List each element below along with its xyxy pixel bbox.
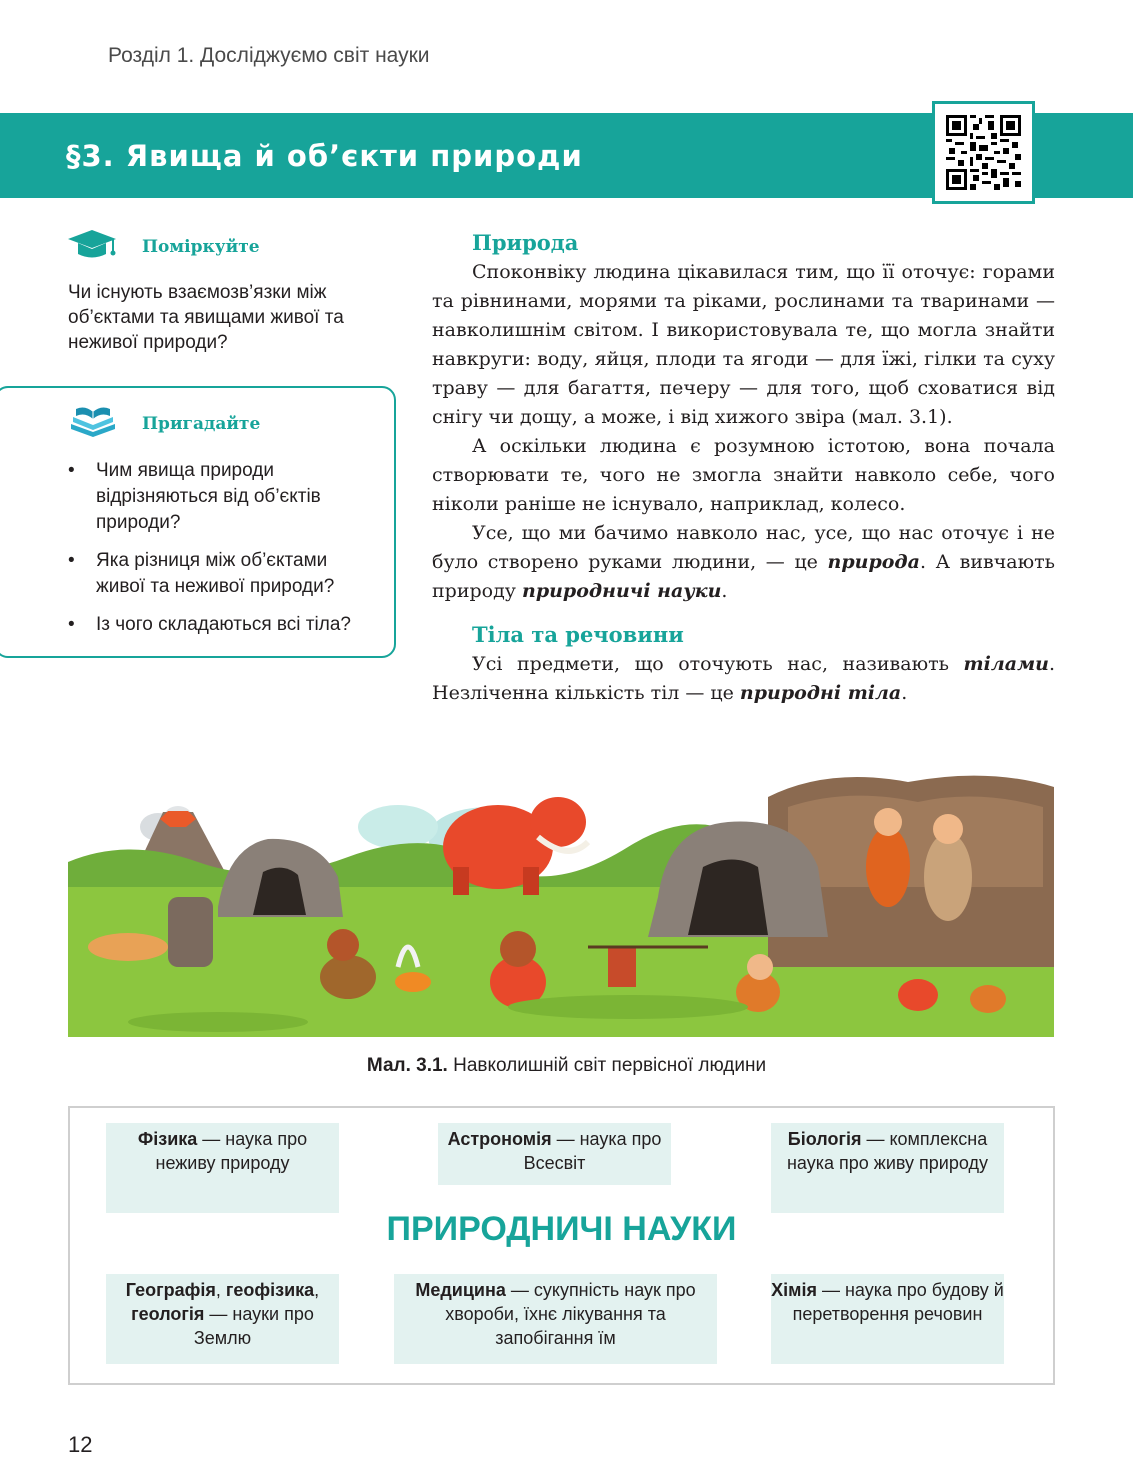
recall-list bbox=[68, 458, 378, 650]
recall-title: Пригадайте bbox=[142, 414, 261, 434]
list-item: • Із чого складаються всі тіла? bbox=[68, 612, 378, 638]
term-natural-bodies: природні тіла bbox=[739, 682, 902, 704]
term-nature: природа bbox=[827, 551, 920, 573]
heading-nature: Природа bbox=[472, 230, 579, 255]
box-geosciences: Географія, геофізика, геологія — науки про Землю bbox=[106, 1274, 339, 1364]
graduation-cap-icon bbox=[66, 228, 118, 266]
paragraph: А оскільки людина є розумною істотою, вона почала створювати те, чого не змогла знайти навколо себе, чого ніколи раніше не існувало, наприклад, колесо. bbox=[432, 435, 1055, 515]
books-icon bbox=[68, 404, 118, 444]
page-number: 12 bbox=[68, 1432, 93, 1457]
caption-label: Мал. 3.1. bbox=[366, 1055, 448, 1076]
box-biology: Біологія — комплексна наука про живу природу bbox=[771, 1123, 1004, 1213]
box-physics: Фізика — наука про неживу природу bbox=[106, 1123, 339, 1213]
qr-code-icon[interactable] bbox=[932, 101, 1035, 204]
term-bodies: тілами bbox=[963, 653, 1049, 675]
box-medicine: Медицина — сукупність наук про хвороби, їхнє лікування та запобігання їм bbox=[394, 1274, 717, 1364]
figure-caption: Мал. 3.1. Навколишній світ первісної людини bbox=[366, 1055, 767, 1076]
think-heading bbox=[66, 228, 260, 266]
section-title: §3. Явища й об’єкти природи bbox=[66, 139, 583, 173]
paragraph: Усі предмети, що оточують нас, називають тілами. Незліченна кількість тіл — це природні тіла. bbox=[432, 653, 1055, 704]
list-item: • Яка різниця між об’єктами живої та неживої природи? bbox=[68, 548, 378, 600]
term-natural-sciences: природничі науки bbox=[522, 580, 722, 602]
paragraph: Споконвіку людина цікавилася тим, що її оточує: горами та рівнинами, морями та ріками, рослинами та тваринами — навколишнім світом. І використовувала те, що могла знайти навкруги: воду, яйця, плоди та ягоди — для їжі, гілки та суху траву — для багаття, печеру — для того, щоб сховатися від снігу чи дощу, а може, і від хижого звіра (мал. 3.1). bbox=[432, 261, 1055, 428]
main-text bbox=[432, 228, 1055, 708]
list-item: • Чим явища природи відрізняються від об’єктів природи? bbox=[68, 458, 378, 536]
natural-sciences-title: ПРИРОДНИЧІ НАУКИ bbox=[386, 1210, 737, 1248]
think-title: Поміркуйте bbox=[142, 237, 260, 257]
prehistoric-scene-illustration bbox=[68, 767, 1054, 1037]
recall-heading bbox=[68, 404, 260, 444]
box-astronomy: Астрономія — наука про Всесвіт bbox=[438, 1123, 671, 1185]
running-head: Розділ 1. Досліджуємо світ науки bbox=[108, 44, 430, 67]
box-chemistry: Хімія — наука про будову й перетворення речовин bbox=[771, 1274, 1004, 1364]
heading-bodies: Тіла та речовини bbox=[472, 622, 684, 647]
paragraph: Усе, що ми бачимо навколо нас, усе, що нас оточує і не було створено руками людини, — це природа. А вивчають природу природничі науки. bbox=[432, 522, 1055, 602]
think-question: Чи існують взаємозв’язки між об’єктами та явищами живої та неживої природи? bbox=[68, 282, 344, 353]
